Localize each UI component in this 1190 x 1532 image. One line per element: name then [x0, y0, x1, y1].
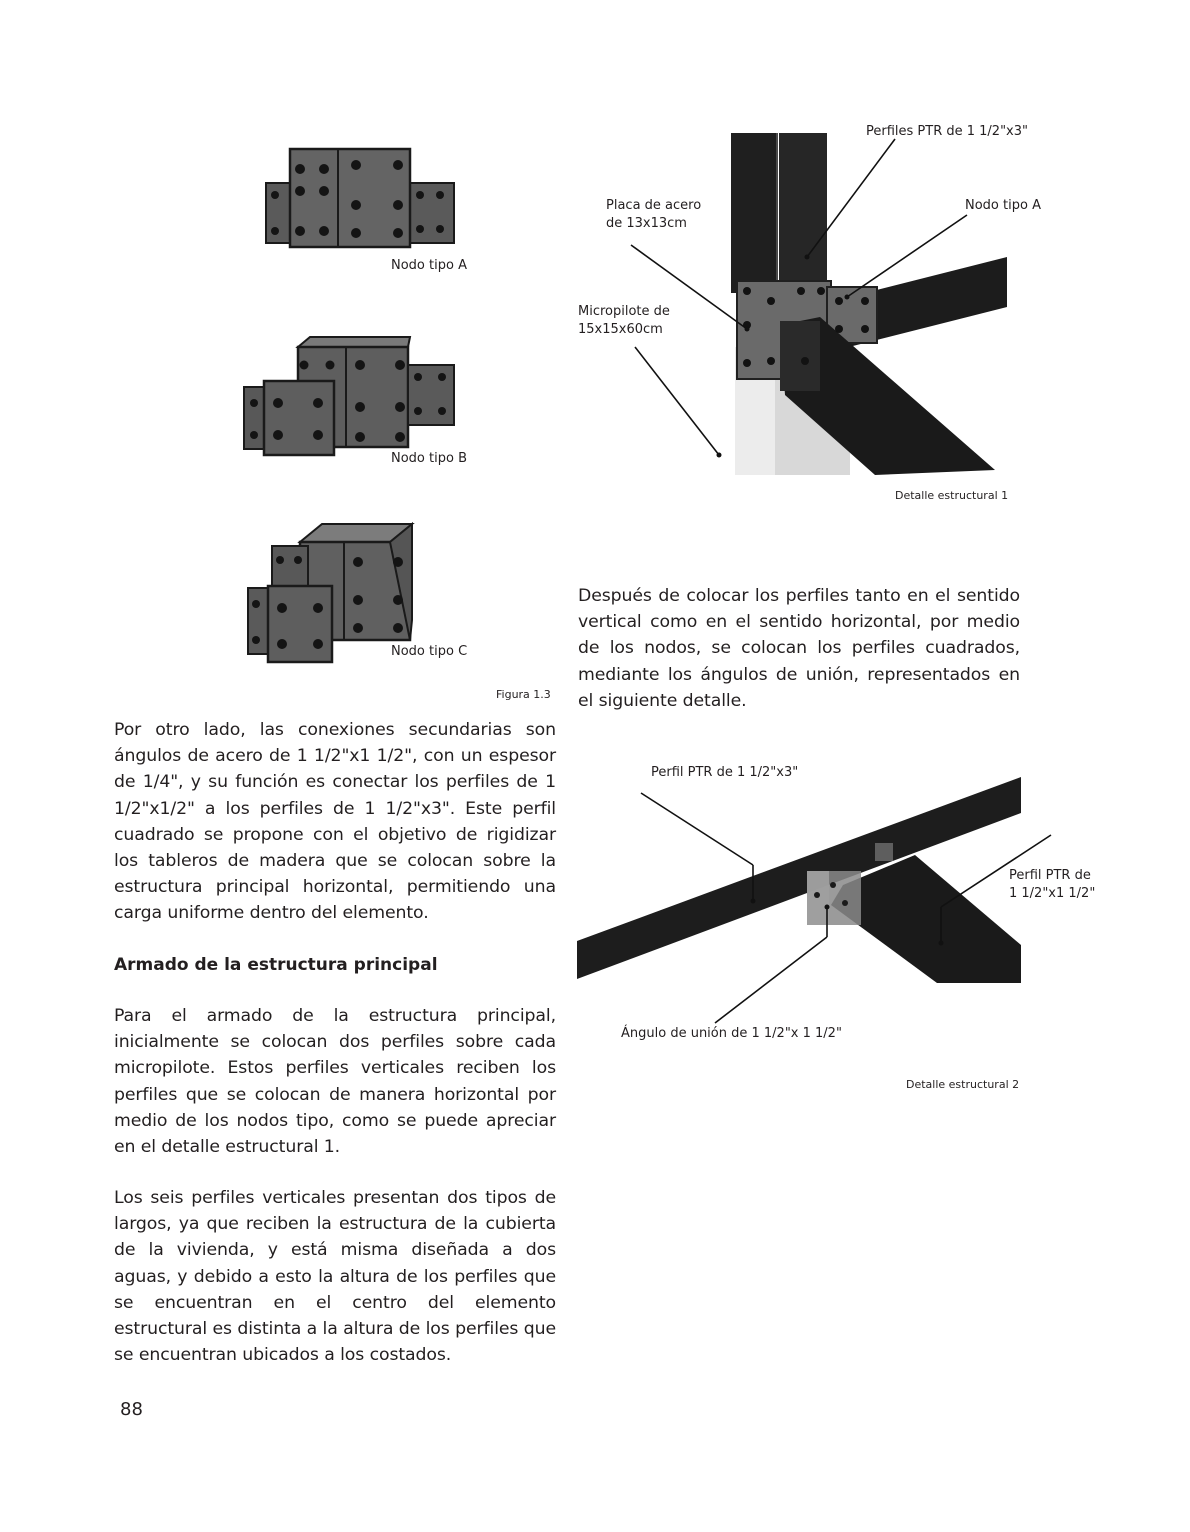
detalle-estructural-2-drawing — [575, 765, 1105, 1045]
paragraph-armado: Para el armado de la estructura principal, inicialmente se colocan dos perfiles sobre cada micropilote. Estos perfiles verticales reciben los perfiles que se colocan de manera horizontal por medio de los nodos tipo, como se puede apreciar en el detalle estructural 1. — [114, 1006, 556, 1158]
detail1-label-micropilote-2: 15x15x60cm — [578, 322, 663, 337]
nodo-b-caption: Nodo tipo B — [391, 451, 467, 466]
detail2-label-perfil-sq-2: 1 1/2"x1 1/2" — [1009, 886, 1096, 901]
nodo-tipo-a-drawing — [262, 145, 462, 250]
detail2-label-angulo: Ángulo de unión de 1 1/2"x 1 1/2" — [621, 1026, 842, 1041]
detail2-caption: Detalle estructural 2 — [906, 1078, 1020, 1091]
nodo-a-caption: Nodo tipo A — [391, 258, 467, 273]
detail1-label-placa-2: de 13x13cm — [606, 216, 687, 231]
page-number: 88 — [120, 1399, 143, 1420]
paragraph-perfiles-verticales: Los seis perfiles verticales presentan dos tipos de largos, ya que reciben la estructura de la cubierta de la vivienda, y está misma diseñada a dos aguas, y debido a esto la altura de los perfiles que se encuentran en el centro del elemento estructural es distinta a la altura de los perfiles que se encuentran ubicados a los costados. — [114, 1188, 556, 1366]
detail2-label-perfil-sq-1: Perfil PTR de — [1009, 868, 1091, 883]
section-heading: Armado de la estructura principal — [114, 955, 438, 975]
detail1-label-micropilote-1: Micropilote de — [578, 304, 670, 319]
nodo-c-caption: Nodo tipo C — [391, 644, 468, 659]
detail2-label-perfil-main: Perfil PTR de 1 1/2"x3" — [651, 765, 799, 780]
detail1-label-placa-1: Placa de acero — [606, 198, 702, 213]
detail1-label-perfiles: Perfiles PTR de 1 1/2"x3" — [866, 124, 1028, 139]
figure-caption: Figura 1.3 — [496, 688, 551, 701]
nodo-tipo-b-drawing — [240, 335, 460, 460]
detail1-label-nodo: Nodo tipo A — [965, 198, 1041, 213]
detail1-caption: Detalle estructural 1 — [895, 489, 1009, 502]
paragraph-right: Después de colocar los perfiles tanto en el sentido vertical como en el sentido horizontal, por medio de los nodos, se colocan los perfiles cuadrados, mediante los ángulos de unión, representados en el siguiente detalle. — [578, 586, 1020, 711]
paragraph-conexiones: Por otro lado, las conexiones secundarias son ángulos de acero de 1 1/2"x1 1/2", con un espesor de 1/4", y su función es conectar los perfiles de 1 1/2"x1/2" a los perfiles de 1 1/2"x3". Este perfil cuadrado se propone con el objetivo de rigidizar los tableros de madera que se colocan sobre la estructura principal horizontal, permitiendo una carga uniforme dentro del elemento. — [114, 720, 556, 924]
